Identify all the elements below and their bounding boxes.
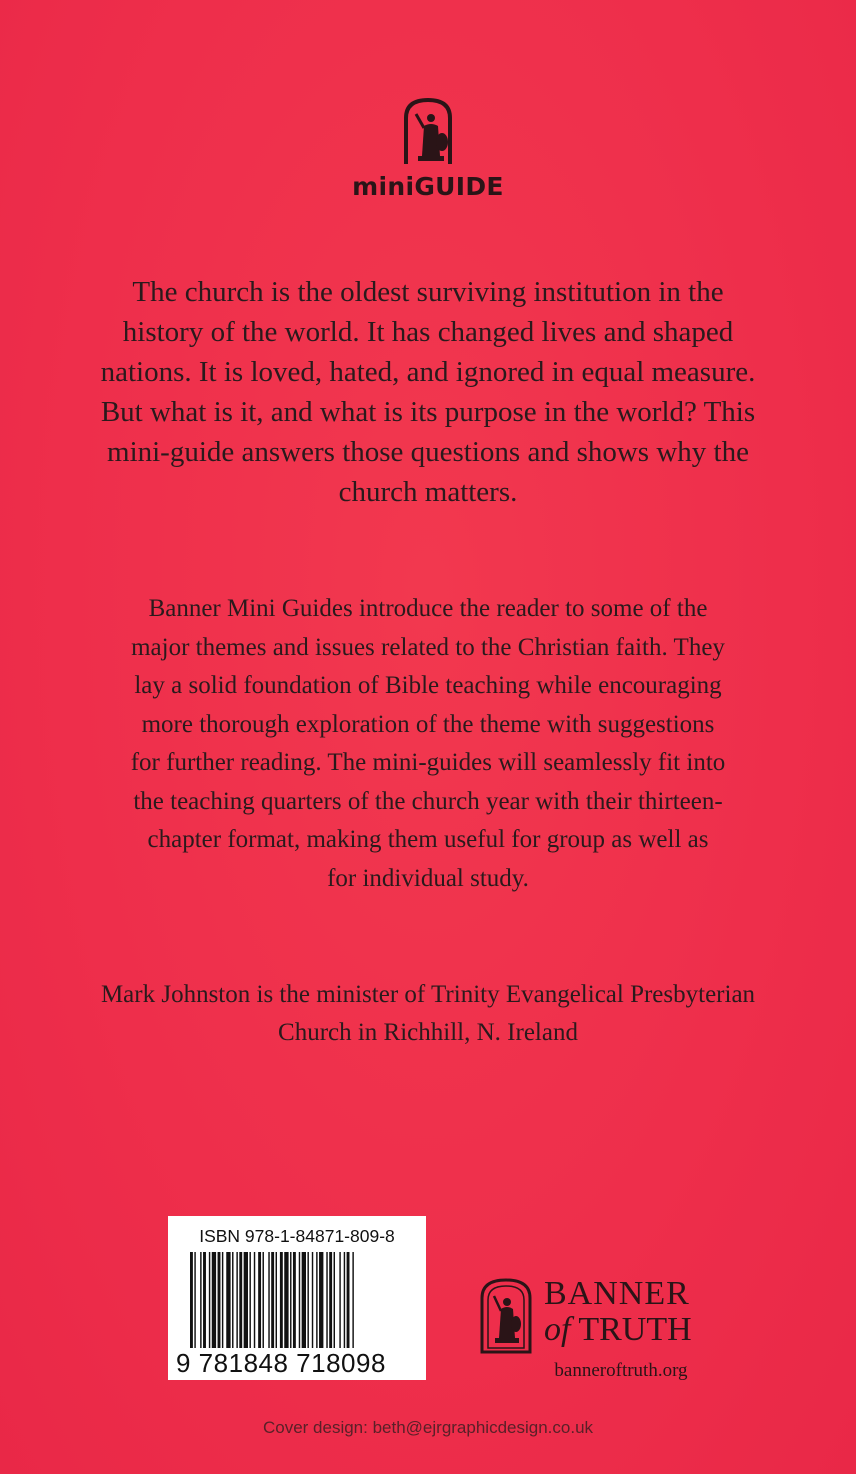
publisher-name-line-1: BANNER [544, 1275, 690, 1312]
isbn-label: ISBN 978-1-84871-809-8 [199, 1226, 395, 1246]
minguide-logo [0, 96, 856, 201]
minister-arch-icon [400, 96, 456, 166]
publisher-url: banneroftruth.org [554, 1360, 688, 1381]
publisher-logo [478, 1276, 728, 1386]
cover-credit: Cover design: beth@ejrgraphicdesign.co.uk [262, 1418, 594, 1437]
author-bio: Mark Johnston is the minister of Trinity Evangelical Presbyterian Church in Richhill, N. Ireland [100, 981, 756, 1046]
publisher-truth: TRUTH [578, 1311, 692, 1348]
intro-paragraph: The church is the oldest surviving institution in the history of the world. It has changed lives and shaped nations. It is loved, hated, and ignored in equal measure. But what is it, and what is its purpose in the world? This mini-guide answers those questions and shows why the church matters. [100, 276, 756, 508]
barcode [168, 1216, 426, 1380]
publisher-of: of [544, 1311, 571, 1348]
barcode-digits: 9 781848 718098 [176, 1348, 386, 1378]
series-paragraph: Banner Mini Guides introduce the reader to some of the major themes and issues related to the Christian faith. They lay a solid foundation of Bible teaching while encouraging more thorough exploration of the theme with suggestions for further reading. The mini-guides will seamlessly fit into the teaching quarters of the church year with their thirteen-chapter format, making them useful for group as well as for individual study. [130, 595, 726, 892]
logo-text: miniGUIDE [352, 172, 504, 201]
banner-of-truth-emblem-icon [478, 1276, 534, 1354]
publisher-name-line-2 [544, 1312, 692, 1348]
barcode-bars [190, 1252, 404, 1348]
